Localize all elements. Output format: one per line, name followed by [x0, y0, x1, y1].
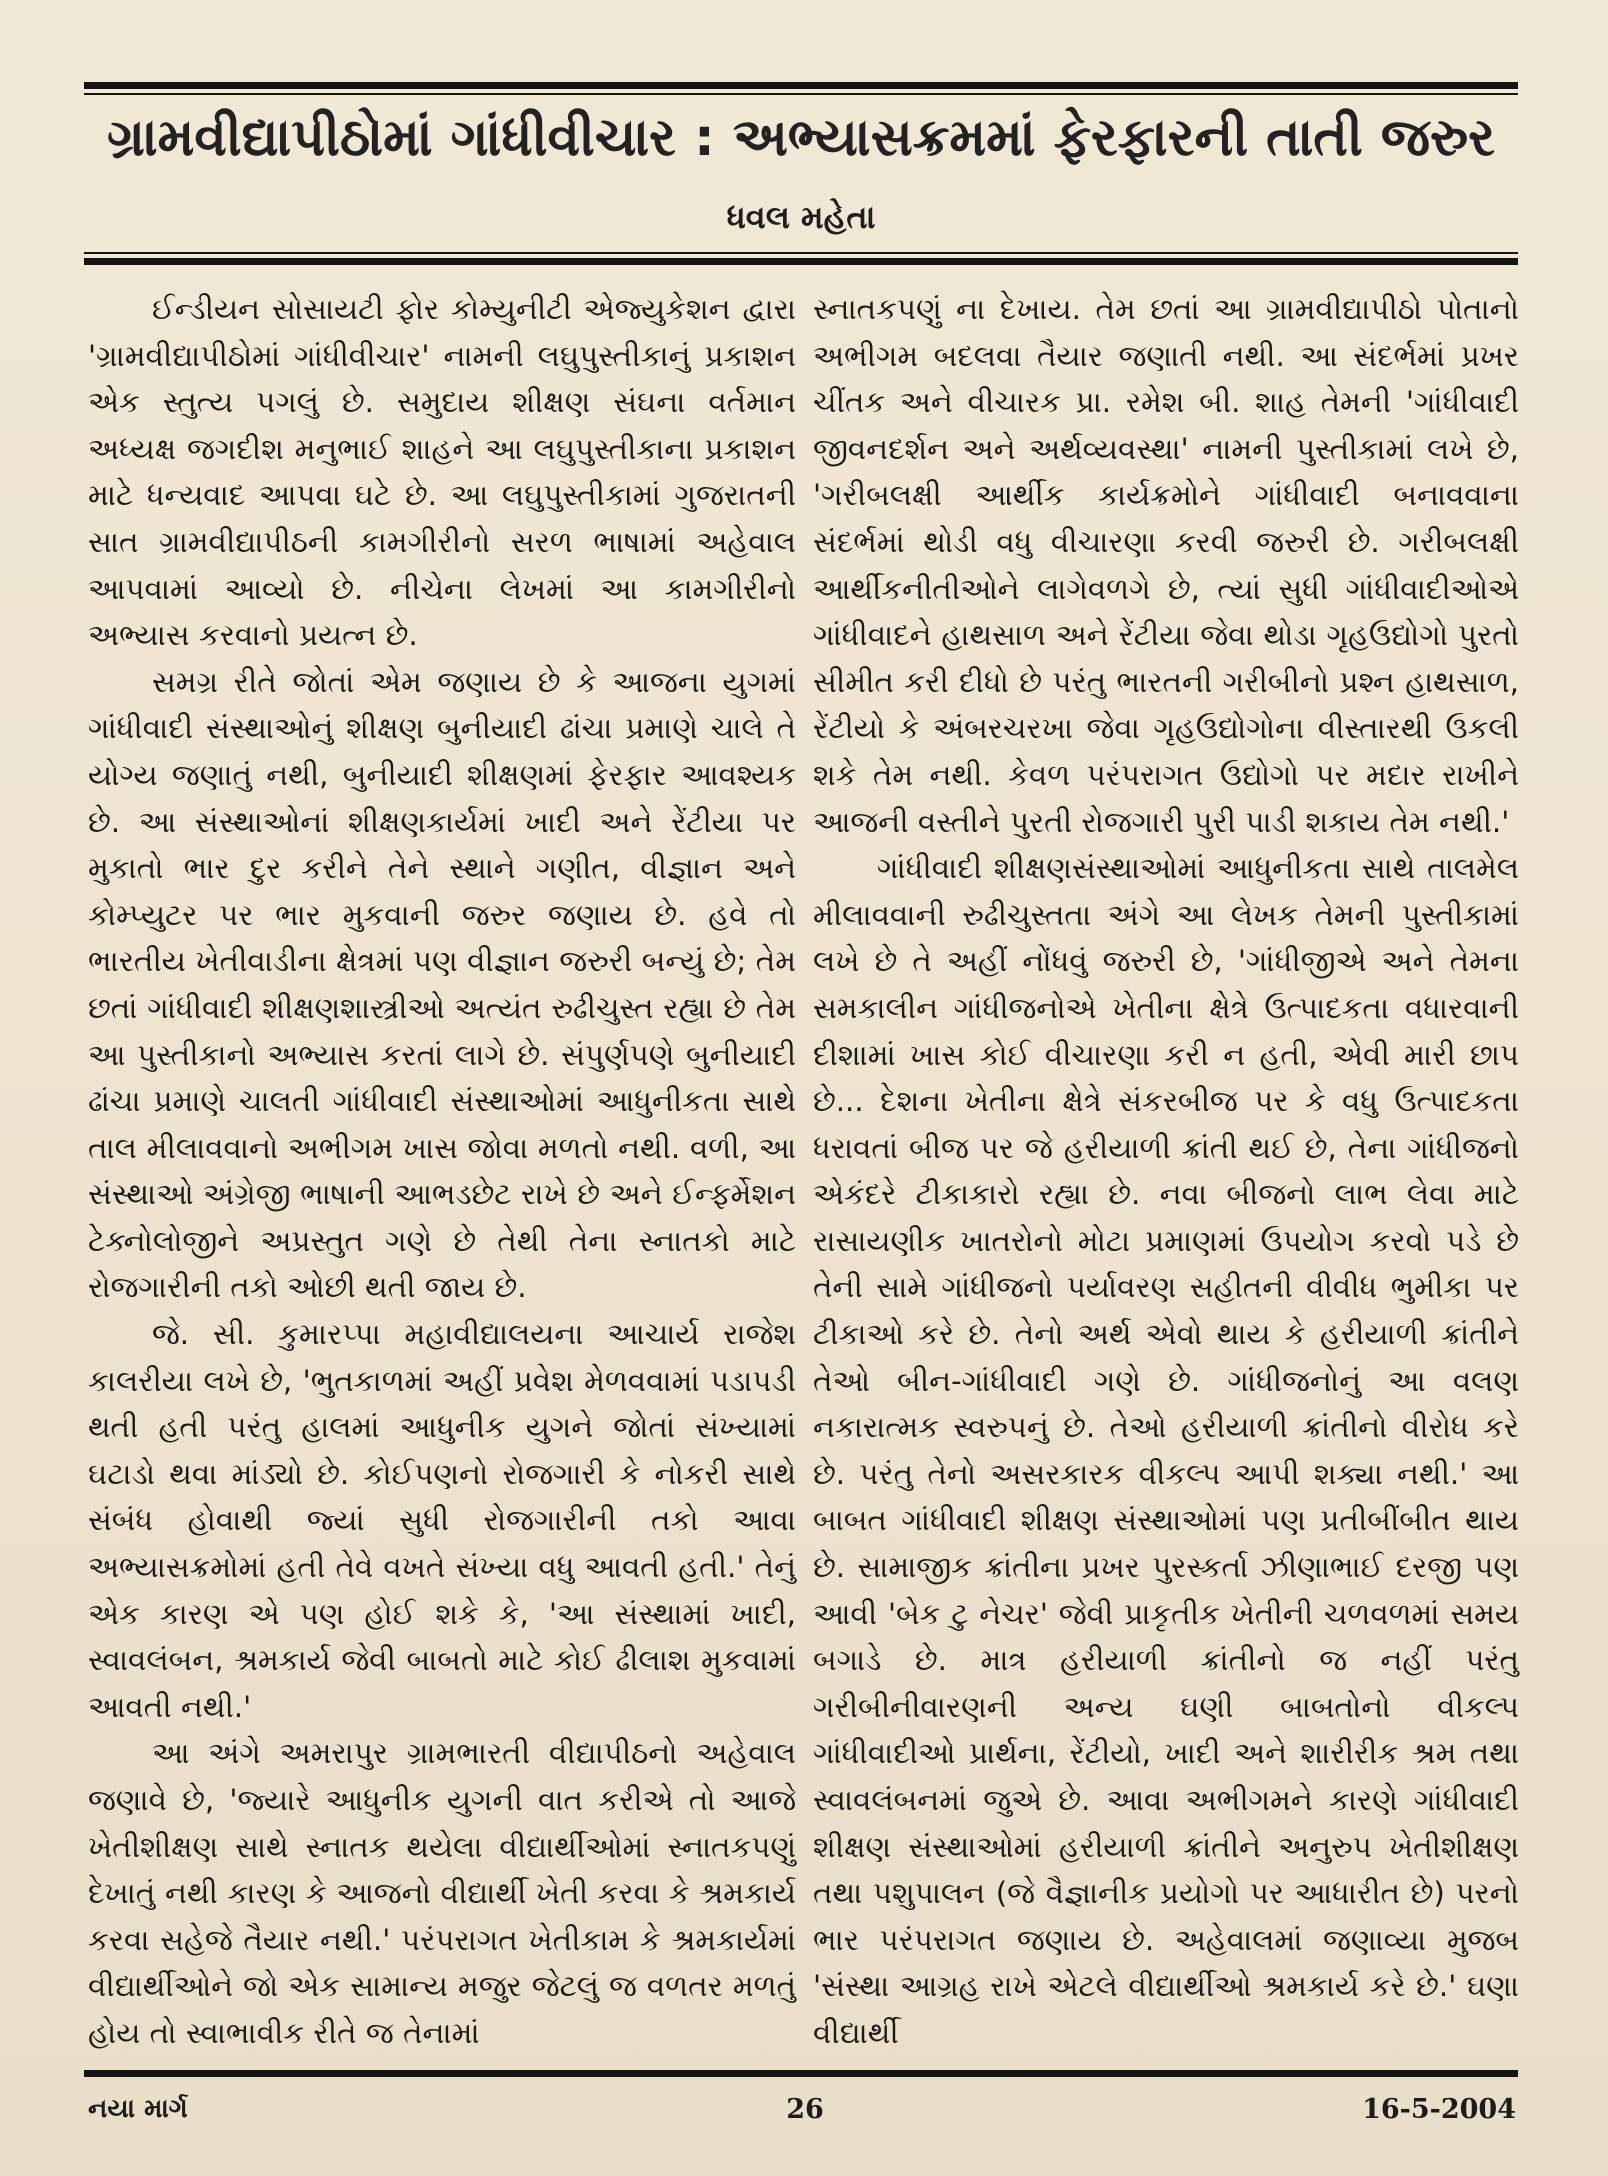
top-rule-thick	[84, 82, 1518, 89]
header-rule-thin	[84, 252, 1518, 254]
paragraph: સ્નાતકપણું ના દેખાય. તેમ છતાં આ ગ્રામવીદ્યાપીઠો પોતાનો અભીગમ બદલવા તૈયાર જણાતી નથી. આ સંદર્ભમાં પ્રખર ચીંતક અને વીચારક પ્રા. રમેશ બી. શાહ તેમની 'ગાંધીવાદી જીવનદર્શન અને અર્થવ્યવસ્થા' નામની પુસ્તીકામાં લખે છે, 'ગરીબલક્ષી આર્થીક કાર્યક્રમોને ગાંધીવાદી બનાવવાના સંદર્ભમાં થોડી વધુ વીચારણા કરવી જરુરી છે. ગરીબલક્ષી આર્થીકનીતીઓને લાગેવળગે છે, ત્યાં સુધી ગાંધીવાદીઓએ ગાંધીવાદને હાથસાળ અને રેંટીયા જેવા થોડા ગૃહઉદ્યોગો પુરતો સીમીત કરી દીધો છે પરંતુ ભારતની ગરીબીનો પ્રશ્ન હાથસાળ, રેંટીયો કે અંબરચરખા જેવા ગૃહઉદ્યોગોના વીસ્તારથી ઉકલી શકે તેમ નથી. કેવળ પરંપરાગત ઉદ્યોગો પર મદાર રાખીને આજની વસ્તીને પુરતી રોજગારી પુરી પાડી શકાય તેમ નથી.'	[813, 292, 1519, 839]
paragraph: સમગ્ર રીતે જોતાં એમ જણાય છે કે આજના યુગમાં ગાંધીવાદી સંસ્થાઓનું શીક્ષણ બુનીયાદી ઢાંચા પ્રમાણે ચાલે તે યોગ્ય જણાતું નથી, બુનીયાદી શીક્ષણમાં ફેરફાર આવશ્યક છે. આ સંસ્થાઓનાં શીક્ષણકાર્યમાં ખાદી અને રેંટીયા પર મુકાતો ભાર દુર કરીને તેને સ્થાને ગણીત, વીજ્ઞાન અને કોમ્પ્યુટર પર ભાર મુકવાની જરુર જણાય છે. હવે તો ભારતીય ખેતીવાડીના ક્ષેત્રમાં પણ વીજ્ઞાન જરુરી બન્યું છે; તેમ છતાં ગાંધીવાદી શીક્ષણશાસ્ત્રીઓ અત્યંત રુઢીચુસ્ત રહ્યા છે તેમ આ પુસ્તીકાનો અભ્યાસ કરતાં લાગે છે. સંપુર્ણપણે બુનીયાદી ઢાંચા પ્રમાણે ચાલતી ગાંધીવાદી સંસ્થાઓમાં આધુનીકતા સાથે તાલ મીલાવવાનો અભીગમ ખાસ જોવા મળતો નથી. વળી, આ સંસ્થાઓ અંગ્રેજી ભાષાની આભડછેટ રાખે છે અને ઈન્ફર્મેશન ટેક્નોલોજીને અપ્રસ્તુત ગણે છે તેથી તેના સ્નાતકો માટે રોજગારીની તકો ઓછી થતી જાય છે.	[88, 664, 796, 1305]
article-title: ગ્રામવીદ્યાપીઠોમાં ગાંધીવીચાર : અભ્યાસક્રમમાં ફેરફારની તાતી જરુર	[106, 108, 1496, 168]
paragraph: ઈન્ડીયન સોસાયટી ફોર કોમ્યુનીટી એજ્યુકેશન દ્વારા 'ગ્રામવીદ્યાપીઠોમાં ગાંધીવીચાર' નામની લઘુપુસ્તીકાનું પ્રકાશન એક સ્તુત્ય પગલું છે. સમુદાય શીક્ષણ સંઘના વર્તમાન અધ્યક્ષ જગદીશ મનુભાઈ શાહને આ લઘુપુસ્તીકાના પ્રકાશન માટે ધન્યવાદ આપવા ઘટે છે. આ લઘુપુસ્તીકામાં ગુજરાતની સાત ગ્રામવીદ્યાપીઠની કામગીરીનો સરળ ભાષામાં અહેવાલ આપવામાં આવ્યો છે. નીચેના લેખમાં આ કામગીરીનો અભ્યાસ કરવાનો પ્રયત્ન છે.	[88, 292, 796, 653]
publication-name: નયા માર્ગ	[88, 2094, 188, 2124]
paragraph: આ અંગે અમરાપુર ગ્રામભારતી વીદ્યાપીઠનો અહેવાલ જણાવે છે, 'જ્યારે આધુનીક યુગની વાત કરીએ તો આજે ખેતીશીક્ષણ સાથે સ્નાતક થયેલા વીદ્યાર્થીઓમાં સ્નાતકપણું દેખાતું નથી કારણ કે આજનો વીદ્યાર્થી ખેતી કરવા કે શ્રમકાર્ય કરવા સહેજે તૈયાર નથી.' પરંપરાગત ખેતીકામ કે શ્રમકાર્યમાં વીદ્યાર્થીઓને જો એક સામાન્ય મજુર જેટલું જ વળતર મળતું હોય તો સ્વાભાવીક રીતે જ તેનામાં	[88, 1736, 796, 2050]
top-rule-thin	[84, 93, 1518, 95]
header-rule-thick	[84, 258, 1518, 265]
article-author: ધવલ મહેતા	[726, 198, 876, 236]
paragraph: ગાંધીવાદી શીક્ષણસંસ્થાઓમાં આધુનીકતા સાથે તાલમેલ મીલાવવાની રુઢીચુસ્તતા અંગે આ લેખક તેમની પુસ્તીકામાં લખે છે તે અહીં નોંધવું જરુરી છે, 'ગાંધીજીએ અને તેમના સમકાલીન ગાંધીજનોએ ખેતીના ક્ષેત્રે ઉત્પાદકતા વધારવાની દીશામાં ખાસ કોઈ વીચારણા કરી ન હતી, એવી મારી છાપ છે... દેશના ખેતીના ક્ષેત્રે સંકરબીજ પર કે વધુ ઉત્પાદકતા ધરાવતાં બીજ પર જે હરીયાળી ક્રાંતી થઈ છે, તેના ગાંધીજનો એકંદરે ટીકાકારો રહ્યા છે. નવા બીજનો લાભ લેવા માટે રાસાયણીક ખાતરોનો મોટા પ્રમાણમાં ઉપયોગ કરવો પડે છે તેની સામે ગાંધીજનો પર્યાવરણ સહીતની વીવીધ ભુમીકા પર ટીકાઓ કરે છે. તેનો અર્થ એવો થાય કે હરીયાળી ક્રાંતીને તેઓ બીન-ગાંધીવાદી ગણે છે. ગાંધીજનોનું આ વલણ નકારાત્મક સ્વરુપનું છે. તેઓ હરીયાળી ક્રાંતીનો વીરોધ કરે છે. પરંતુ તેનો અસરકારક વીકલ્પ આપી શક્યા નથી.' આ બાબત ગાંધીવાદી શીક્ષણ સંસ્થાઓમાં પણ પ્રતીબીંબીત થાય છે. સામાજીક ક્રાંતીના પ્રખર પુરસ્કર્તા ઝીણાભાઈ દરજી પણ આવી 'બેક ટુ નેચર' જેવી પ્રાકૃતીક ખેતીની ચળવળમાં સમય બગાડે છે. માત્ર હરીયાળી ક્રાંતીનો જ નહીં પરંતુ ગરીબીનીવારણની અન્ય ઘણી બાબતોનો વીકલ્પ ગાંધીવાદીઓ પ્રાર્થના, રેંટીયો, ખાદી અને શારીરીક શ્રમ તથા સ્વાવલંબનમાં જુએ છે. આવા અભીગમને કારણે ગાંધીવાદી શીક્ષણ સંસ્થાઓમાં હરીયાળી ક્રાંતીને અનુરુપ ખેતીશીક્ષણ તથા પશુપાલન (જે વૈજ્ઞાનીક પ્રયોગો પર આધારીત છે) પરનો ભાર પરંપરાગત જણાય છે. અહેવાલમાં જણાવ્યા મુજબ 'સંસ્થા આગ્રહ રાખે એટલે વીદ્યાર્થીઓ શ્રમકાર્ય કરે છે.' ઘણા વીદ્યાર્થી	[813, 851, 1519, 2050]
left-column	[88, 286, 796, 2050]
paragraph: જે. સી. કુમારપ્પા મહાવીદ્યાલયના આચાર્ય રાજેશ કાલરીયા લખે છે, 'ભુતકાળમાં અહીં પ્રવેશ મેળવવામાં પડાપડી થતી હતી પરંતુ હાલમાં આધુનીક યુગને જોતાં સંખ્યામાં ઘટાડો થવા માંડ્યો છે. કોઈપણનો રોજગારી કે નોકરી સાથે સંબંધ હોવાથી જ્યાં સુધી રોજગારીની તકો આવા અભ્યાસક્રમોમાં હતી તેવે વખતે સંખ્યા વધુ આવતી હતી.' તેનું એક કારણ એ પણ હોઈ શકે કે, 'આ સંસ્થામાં ખાદી, સ્વાવલંબન, શ્રમકાર્ય જેવી બાબતો માટે કોઈ ઢીલાશ મુકવામાં આવતી નથી.'	[88, 1317, 796, 1724]
issue-date: 16-5-2004	[1362, 2094, 1516, 2125]
footer-rule	[84, 2070, 1518, 2077]
right-column	[813, 286, 1519, 2050]
page-number: 26	[786, 2094, 824, 2125]
